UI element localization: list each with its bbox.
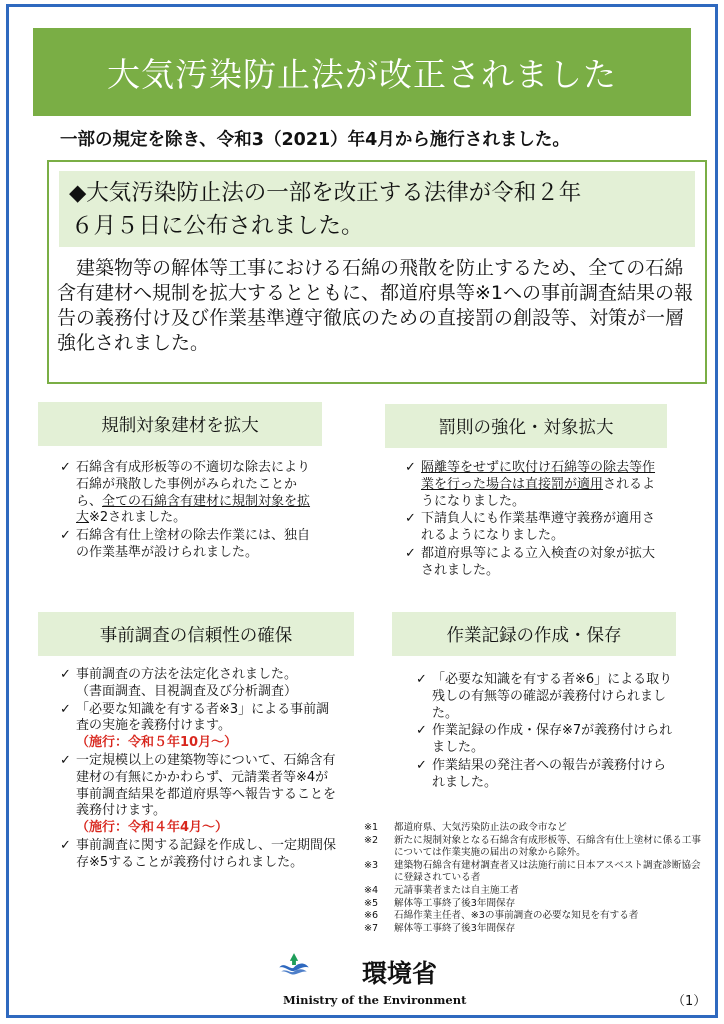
list-item: ✓ 事前調査の方法を法定化されました。 （書面調査、目視調査及び分析調査） (60, 667, 298, 699)
list-item: ✓ 隔離等をせずに吹付け石綿等の除去等作業を行った場合は直接罰が適用されるようになりました。 (405, 460, 656, 509)
check-icon: ✓ (60, 528, 71, 544)
footnote-item: ※3 建築物石綿含有建材調査者又は法施行前に日本アスベスト調査診断協会に登録されている者 (364, 859, 701, 884)
list-item: ✓ 石綿含有成形板等の不適切な除去により石綿が飛散した事例がみられたことから、全ての石綿含有建材に規制対象を拡大※2されました。 (60, 460, 311, 526)
footnotes (364, 822, 704, 935)
footnote-item: ※1 都道府県、大気汚染防止法の政令市など (364, 822, 567, 833)
list-item: ✓ 下請負人にも作業基準遵守義務が適用されるようになりました。 (405, 511, 656, 544)
list-item: ✓ 石綿含有仕上塗材の除去作業には、独自の作業基準が設けられました。 (60, 528, 311, 560)
intro-heading (59, 171, 695, 247)
check-icon: ✓ (416, 672, 427, 687)
section-heading-expanded-materials: 規制対象建材を拡大 (38, 402, 322, 446)
list-item: ✓ 都道府県等による立入検査の対象が拡大されました。 (405, 545, 656, 578)
effective-date-note: （施行：令和４年4月～） (76, 820, 229, 836)
ministry-logo-text: 環境省 (362, 959, 438, 988)
footnote-item: ※7 解体等工事終了後3年間保存 (364, 922, 516, 934)
ministry-logo-english: Ministry of the Environment (283, 993, 467, 1007)
section-heading-survey-reliability: 事前調査の信頼性の確保 (38, 612, 354, 656)
section-list-penalties (405, 460, 665, 581)
intro-box (47, 160, 707, 384)
check-icon: ✓ (405, 545, 416, 561)
check-icon: ✓ (405, 511, 416, 527)
check-icon: ✓ (416, 757, 427, 773)
check-icon: ✓ (60, 460, 71, 475)
footnote-item: ※2 新たに規制対象となる石綿含有成形板等、石綿含有仕上塗材に係る工事については作業実施の届出の対象から除外。 (364, 834, 701, 859)
footnote-item: ※6 石綿作業主任者、※3の事前調査の必要な知見を有する者 (364, 910, 639, 922)
footnote-item: ※5 解体等工事終了後3年間保存 (364, 897, 516, 909)
section-heading-penalties: 罰則の強化・対象拡大 (385, 404, 667, 448)
list-item: ✓ 「必要な知識を有する者※6」による取り残しの有無等の確認が義務付けられました。 (416, 672, 673, 721)
check-icon: ✓ (60, 752, 71, 768)
intro-heading-line2: ６月５日に公布されました。 (71, 213, 364, 239)
section-list-work-records (416, 672, 678, 793)
list-item: ✓ 一定規模以上の建築物等について、石綿含有建材の有無にかかわらず、元請業者等※4が事前調査結果を都道府県等へ報告することを義務付けます。 （施行：令和４年4月～） (60, 752, 337, 836)
check-icon: ✓ (60, 837, 71, 853)
intro-body: 建築物等の解体等工事における石綿の飛散を防止するため、全ての石綿含有建材へ規制を拡大するとともに、都道府県等※1への事前調査結果の報告の義務付け及び作業基準遵守徹底のための直接罰の創設等、対策が一層強化されました。 (57, 257, 694, 354)
list-item: ✓ 作業結果の発注者への報告が義務付けられました。 (416, 757, 667, 790)
check-icon: ✓ (60, 701, 71, 717)
ministry-emblem-icon (278, 940, 358, 992)
list-item: ✓ 事前調査に関する記録を作成し、一定期間保存※5することが義務付けられました。 (60, 837, 337, 870)
page-number: （1） (672, 994, 707, 1009)
check-icon: ✓ (60, 667, 71, 682)
intro-heading-line1: ◆大気汚染防止法の一部を改正する法律が令和２年 (69, 180, 582, 206)
check-icon: ✓ (416, 723, 427, 739)
section-list-survey-reliability (60, 667, 336, 873)
effective-date-note: （施行：令和５年10月～） (76, 735, 238, 751)
title-banner (33, 28, 691, 116)
section-heading-work-records: 作業記録の作成・保存 (392, 612, 676, 656)
list-item: ✓ 作業記録の作成・保存※7が義務付けられました。 (416, 723, 673, 756)
page-title: 大気汚染防止法が改正されました (107, 54, 617, 94)
check-icon: ✓ (405, 460, 416, 475)
subtitle: 一部の規定を除き、令和3（2021）年4月から施行されました。 (60, 130, 570, 150)
section-list-expanded-materials (60, 460, 322, 563)
footnote-item: ※4 元請事業者または自主施工者 (364, 884, 519, 896)
list-item: ✓ 「必要な知識を有する者※3」による事前調査の実施を義務付けます。 （施行：令和５年10月～） (60, 702, 336, 752)
